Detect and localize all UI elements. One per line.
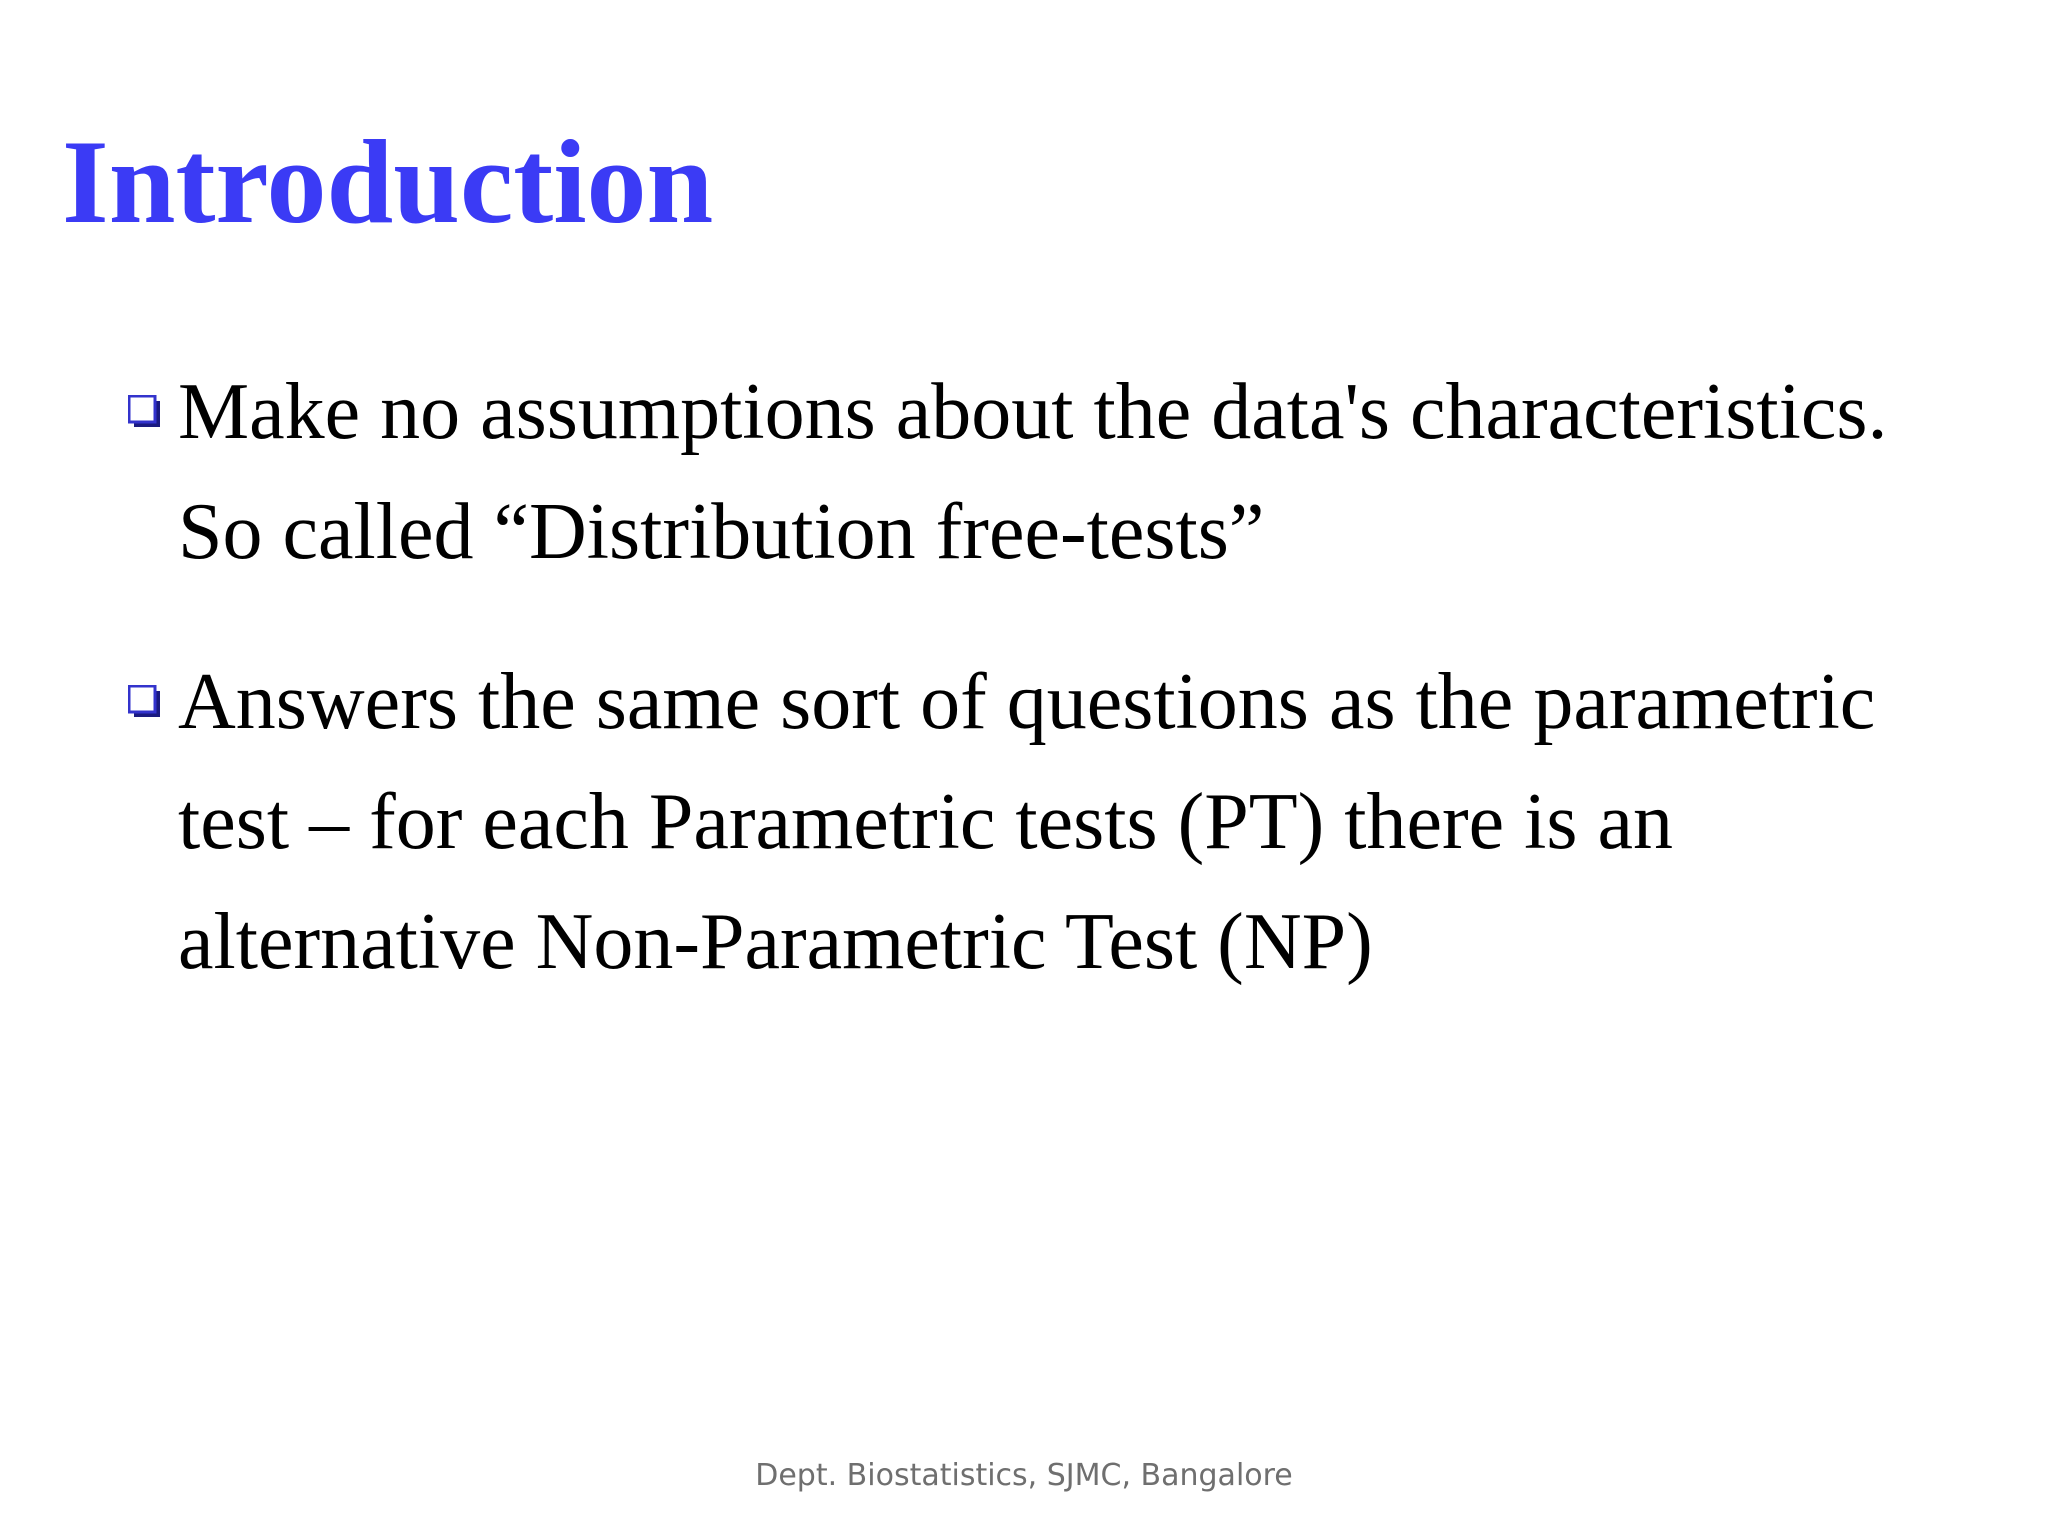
bullet-text-line: Answers the same sort of questions as the parametric (178, 658, 1876, 746)
bullet-text-line: alternative Non-Parametric Test (NP) (178, 898, 1373, 986)
bullet-text-line: test – for each Parametric tests (PT) there is an (178, 778, 1673, 866)
bullet-item (126, 642, 1986, 1002)
square-bullet-icon (128, 395, 160, 427)
bullet-text-line: So called “Distribution free-tests” (178, 488, 1265, 576)
bullet-item (126, 352, 1986, 592)
square-bullet-icon (128, 685, 160, 717)
bullet-text-line: Make no assumptions about the data's characteristics. (178, 368, 1888, 456)
slide-title: Introduction (62, 115, 714, 248)
slide-footer: Dept. Biostatistics, SJMC, Bangalore (755, 1458, 1293, 1493)
bullet-list (126, 352, 1986, 1002)
